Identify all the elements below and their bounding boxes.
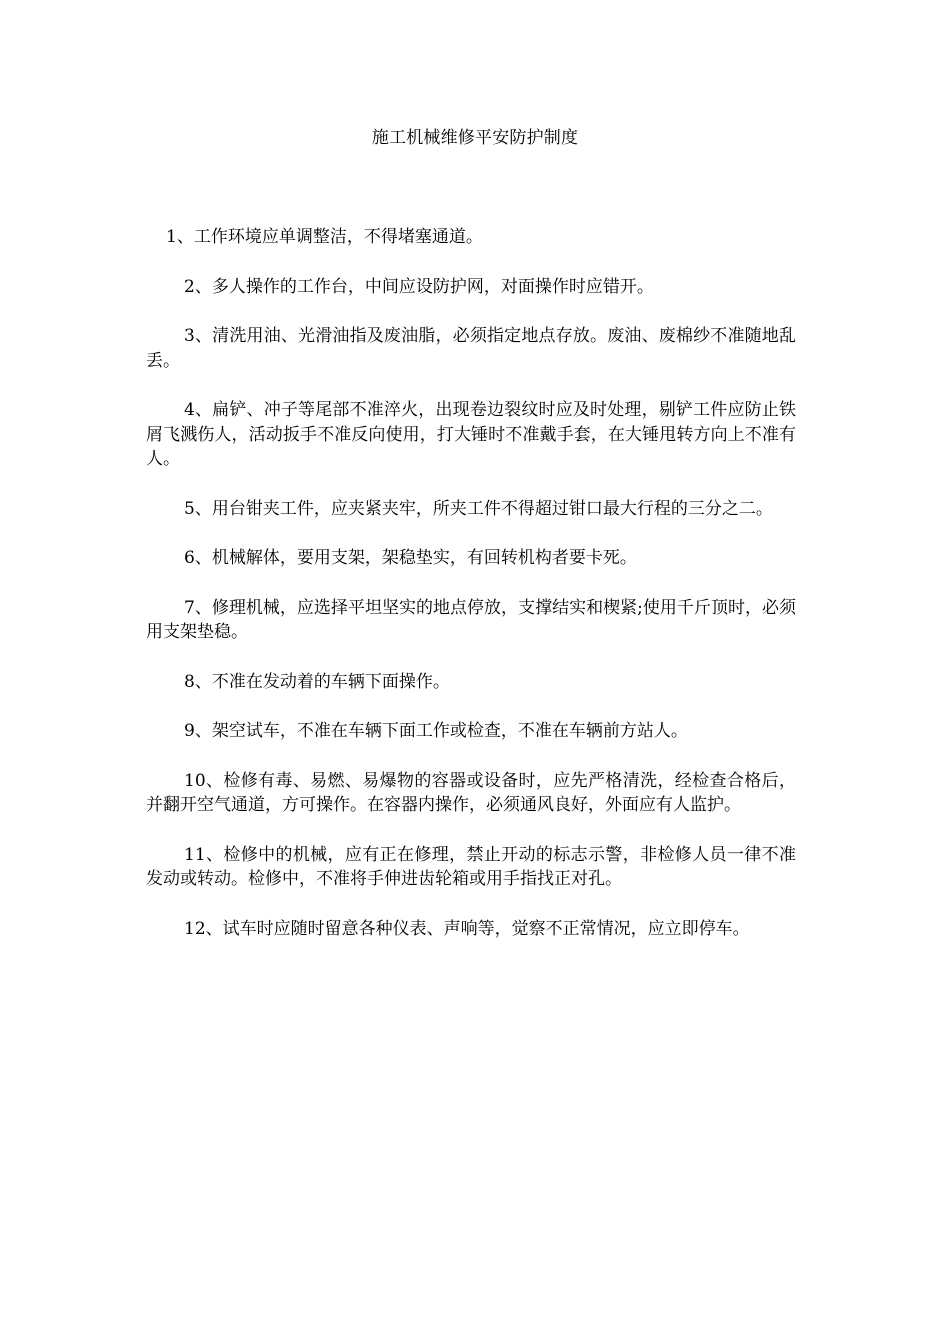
- document-body: [146, 225, 796, 966]
- rule-paragraph-11: 11、检修中的机械，应有正在修理，禁止开动的标志示警，非检修人员一律不准发动或转动。检修中，不准将手伸进齿轮箱或用手指找正对孔。: [146, 844, 796, 889]
- rule-paragraph-7: 7、修理机械，应选择平坦坚实的地点停放，支撑结实和楔紧;使用千斤顶时，必须用支架垫稳。: [146, 597, 796, 642]
- rule-paragraph-3: 3、清洗用油、光滑油指及废油脂，必须指定地点存放。废油、废棉纱不准随地乱丢。: [146, 326, 796, 371]
- rule-paragraph-1: 1、工作环境应单调整洁，不得堵塞通道。: [166, 227, 483, 247]
- rule-paragraph-4: 4、扁铲、冲子等尾部不准淬火，出现卷边裂纹时应及时处理，剔铲工件应防止铁屑飞溅伤人，活动扳手不准反向使用，打大锤时不准戴手套，在大锤甩转方向上不准有人。: [146, 400, 796, 469]
- rule-paragraph-6: 6、机械解体，要用支架，架稳垫实，有回转机构者要卡死。: [184, 548, 637, 568]
- rule-paragraph-9: 9、架空试车，不准在车辆下面工作或检查，不准在车辆前方站人。: [184, 721, 688, 741]
- rule-paragraph-5: 5、用台钳夹工件，应夹紧夹牢，所夹工件不得超过钳口最大行程的三分之二。: [184, 498, 773, 519]
- rule-paragraph-8: 8、不准在发动着的车辆下面操作。: [184, 671, 450, 692]
- rule-paragraph-2: 2、多人操作的工作台，中间应设防护网，对面操作时应错开。: [184, 276, 654, 297]
- rule-paragraph-12: 12、试车时应随时留意各种仪表、声响等，觉察不正常情况，应立即停车。: [184, 918, 750, 939]
- document-title: 施工机械维修平安防护制度: [371, 128, 579, 148]
- rule-paragraph-10: 10、检修有毒、易燃、易爆物的容器或设备时，应先严格清洗，经检查合格后，并翻开空气通道，方可操作。在容器内操作，必须通风良好，外面应有人监护。: [146, 770, 796, 815]
